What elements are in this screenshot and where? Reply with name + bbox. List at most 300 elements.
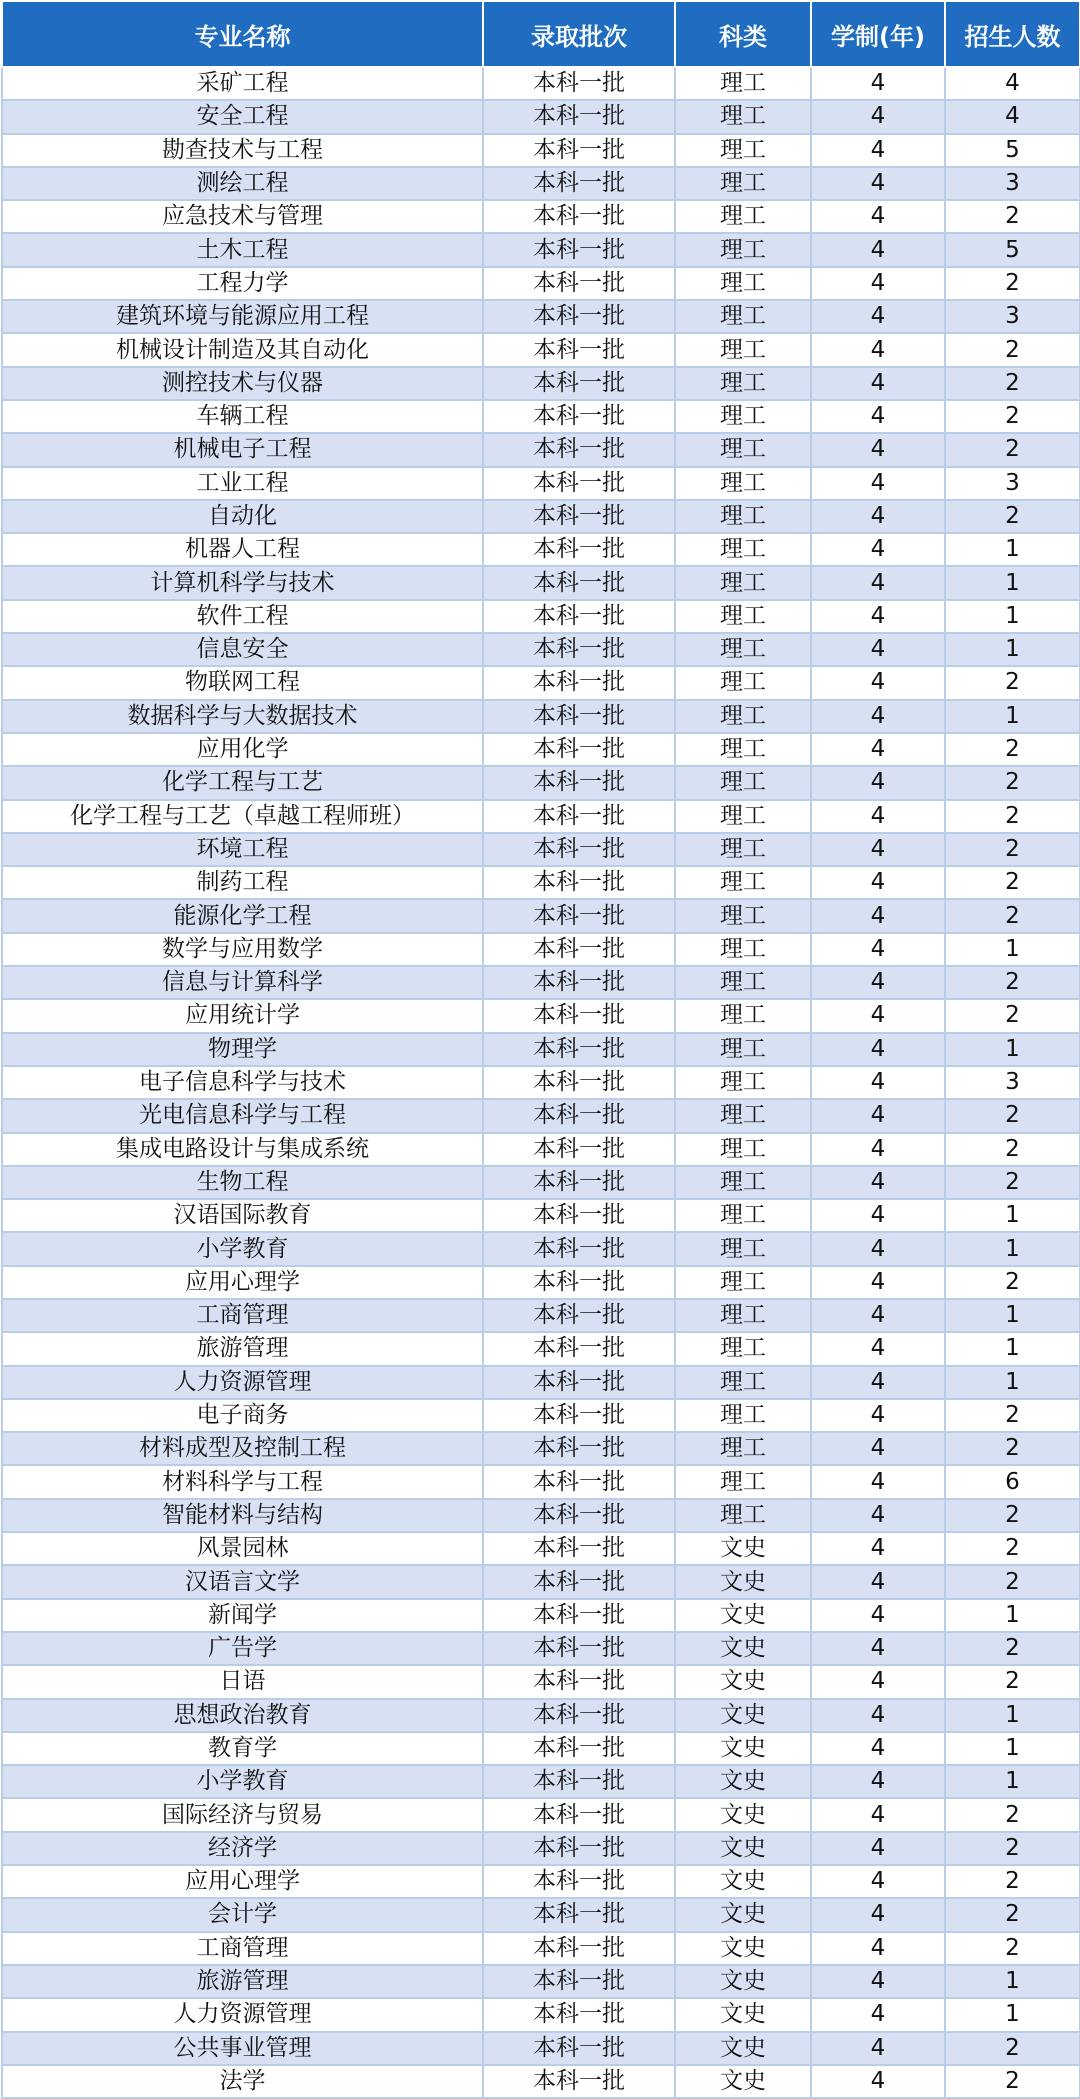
cell-study-years: 4	[811, 1699, 945, 1732]
cell-major-name: 小学教育	[2, 1765, 483, 1798]
cell-major-name: 安全工程	[2, 100, 483, 133]
header-major-name: 专业名称	[2, 1, 483, 67]
cell-category: 理工	[675, 1332, 811, 1365]
table-row	[2, 1199, 1080, 1232]
cell-category: 文史	[675, 1565, 811, 1598]
header-admission-batch: 录取批次	[483, 1, 675, 67]
cell-major-name: 工程力学	[2, 267, 483, 300]
cell-major-name: 电子商务	[2, 1399, 483, 1432]
table-row	[2, 800, 1080, 833]
cell-admission-batch: 本科一批	[483, 1399, 675, 1432]
table-row	[2, 500, 1080, 533]
cell-study-years: 4	[811, 1033, 945, 1066]
cell-admission-batch: 本科一批	[483, 1066, 675, 1099]
cell-study-years: 4	[811, 966, 945, 999]
table-row	[2, 1399, 1080, 1432]
cell-admission-batch: 本科一批	[483, 1898, 675, 1931]
cell-enrollment-count: 1	[945, 1033, 1080, 1066]
table-row	[2, 1232, 1080, 1265]
cell-enrollment-count: 5	[945, 134, 1080, 167]
cell-admission-batch: 本科一批	[483, 433, 675, 466]
header-enrollment-count: 招生人数	[945, 1, 1080, 67]
cell-admission-batch: 本科一批	[483, 1199, 675, 1232]
cell-category: 理工	[675, 999, 811, 1032]
cell-enrollment-count: 2	[945, 766, 1080, 799]
cell-major-name: 材料成型及控制工程	[2, 1432, 483, 1465]
table-row	[2, 300, 1080, 333]
cell-category: 理工	[675, 833, 811, 866]
cell-study-years: 4	[811, 1133, 945, 1166]
table-row	[2, 233, 1080, 266]
cell-enrollment-count: 1	[945, 533, 1080, 566]
cell-enrollment-count: 2	[945, 1932, 1080, 1965]
cell-enrollment-count: 5	[945, 233, 1080, 266]
cell-enrollment-count: 2	[945, 1099, 1080, 1132]
cell-category: 理工	[675, 67, 811, 100]
cell-enrollment-count: 2	[945, 1665, 1080, 1698]
cell-enrollment-count: 1	[945, 700, 1080, 733]
cell-admission-batch: 本科一批	[483, 333, 675, 366]
cell-major-name: 智能材料与结构	[2, 1499, 483, 1532]
cell-enrollment-count: 2	[945, 999, 1080, 1032]
table-row	[2, 1632, 1080, 1665]
cell-admission-batch: 本科一批	[483, 1732, 675, 1765]
cell-study-years: 4	[811, 1266, 945, 1299]
cell-study-years: 4	[811, 1232, 945, 1265]
cell-major-name: 汉语国际教育	[2, 1199, 483, 1232]
cell-admission-batch: 本科一批	[483, 933, 675, 966]
cell-admission-batch: 本科一批	[483, 1099, 675, 1132]
table-row	[2, 966, 1080, 999]
cell-admission-batch: 本科一批	[483, 600, 675, 633]
cell-category: 理工	[675, 267, 811, 300]
cell-admission-batch: 本科一批	[483, 700, 675, 733]
cell-category: 理工	[675, 1499, 811, 1532]
cell-category: 文史	[675, 1832, 811, 1865]
table-row	[2, 766, 1080, 799]
cell-study-years: 4	[811, 333, 945, 366]
cell-study-years: 4	[811, 866, 945, 899]
table-row	[2, 833, 1080, 866]
cell-category: 理工	[675, 1232, 811, 1265]
cell-major-name: 光电信息科学与工程	[2, 1099, 483, 1132]
table-row	[2, 1732, 1080, 1765]
table-row	[2, 1266, 1080, 1299]
cell-major-name: 材料科学与工程	[2, 1465, 483, 1498]
cell-enrollment-count: 2	[945, 433, 1080, 466]
cell-enrollment-count: 1	[945, 566, 1080, 599]
cell-category: 理工	[675, 1399, 811, 1432]
cell-major-name: 采矿工程	[2, 67, 483, 100]
cell-admission-batch: 本科一批	[483, 1565, 675, 1598]
cell-study-years: 4	[811, 1565, 945, 1598]
cell-admission-batch: 本科一批	[483, 1166, 675, 1199]
cell-admission-batch: 本科一批	[483, 500, 675, 533]
table-row	[2, 1332, 1080, 1365]
cell-study-years: 4	[811, 1465, 945, 1498]
table-row	[2, 899, 1080, 932]
table-row	[2, 1699, 1080, 1732]
cell-study-years: 4	[811, 1599, 945, 1632]
cell-enrollment-count: 2	[945, 1798, 1080, 1831]
cell-study-years: 4	[811, 1865, 945, 1898]
cell-major-name: 信息与计算科学	[2, 966, 483, 999]
cell-enrollment-count: 2	[945, 966, 1080, 999]
cell-category: 理工	[675, 1266, 811, 1299]
cell-category: 理工	[675, 1199, 811, 1232]
cell-admission-batch: 本科一批	[483, 1266, 675, 1299]
cell-category: 文史	[675, 1798, 811, 1831]
cell-enrollment-count: 4	[945, 67, 1080, 100]
table-row	[2, 2065, 1080, 2098]
cell-admission-batch: 本科一批	[483, 1033, 675, 1066]
cell-enrollment-count: 2	[945, 367, 1080, 400]
cell-category: 理工	[675, 533, 811, 566]
cell-enrollment-count: 2	[945, 733, 1080, 766]
cell-category: 文史	[675, 1532, 811, 1565]
cell-study-years: 4	[811, 566, 945, 599]
cell-major-name: 应急技术与管理	[2, 200, 483, 233]
cell-study-years: 4	[811, 433, 945, 466]
cell-admission-batch: 本科一批	[483, 300, 675, 333]
cell-major-name: 旅游管理	[2, 1965, 483, 1998]
cell-category: 文史	[675, 1732, 811, 1765]
cell-admission-batch: 本科一批	[483, 1133, 675, 1166]
cell-major-name: 人力资源管理	[2, 1366, 483, 1399]
cell-category: 理工	[675, 1066, 811, 1099]
cell-admission-batch: 本科一批	[483, 467, 675, 500]
cell-category: 理工	[675, 700, 811, 733]
cell-category: 文史	[675, 2065, 811, 2098]
cell-major-name: 应用心理学	[2, 1266, 483, 1299]
cell-enrollment-count: 1	[945, 1299, 1080, 1332]
cell-category: 理工	[675, 800, 811, 833]
cell-major-name: 测绘工程	[2, 167, 483, 200]
cell-major-name: 环境工程	[2, 833, 483, 866]
cell-category: 理工	[675, 1366, 811, 1399]
table-row	[2, 1832, 1080, 1865]
cell-admission-batch: 本科一批	[483, 1932, 675, 1965]
cell-enrollment-count: 2	[945, 2065, 1080, 2098]
cell-study-years: 4	[811, 200, 945, 233]
cell-admission-batch: 本科一批	[483, 233, 675, 266]
cell-major-name: 教育学	[2, 1732, 483, 1765]
table-row	[2, 933, 1080, 966]
cell-study-years: 4	[811, 467, 945, 500]
table-row	[2, 1465, 1080, 1498]
table-row	[2, 134, 1080, 167]
cell-enrollment-count: 3	[945, 467, 1080, 500]
cell-major-name: 数据科学与大数据技术	[2, 700, 483, 733]
cell-major-name: 物联网工程	[2, 666, 483, 699]
cell-enrollment-count: 3	[945, 300, 1080, 333]
cell-major-name: 土木工程	[2, 233, 483, 266]
table-row	[2, 666, 1080, 699]
cell-category: 理工	[675, 333, 811, 366]
cell-study-years: 4	[811, 1798, 945, 1831]
cell-study-years: 4	[811, 766, 945, 799]
table-row	[2, 1099, 1080, 1132]
cell-admission-batch: 本科一批	[483, 1432, 675, 1465]
cell-enrollment-count: 2	[945, 400, 1080, 433]
cell-major-name: 国际经济与贸易	[2, 1798, 483, 1831]
table-row	[2, 600, 1080, 633]
cell-category: 理工	[675, 1033, 811, 1066]
cell-major-name: 应用化学	[2, 733, 483, 766]
cell-category: 理工	[675, 633, 811, 666]
cell-enrollment-count: 2	[945, 1898, 1080, 1931]
cell-enrollment-count: 2	[945, 800, 1080, 833]
cell-enrollment-count: 2	[945, 1133, 1080, 1166]
cell-major-name: 化学工程与工艺	[2, 766, 483, 799]
table-row	[2, 1898, 1080, 1931]
admissions-table	[1, 0, 1080, 2099]
cell-study-years: 4	[811, 1898, 945, 1931]
cell-admission-batch: 本科一批	[483, 1532, 675, 1565]
cell-major-name: 信息安全	[2, 633, 483, 666]
cell-enrollment-count: 1	[945, 633, 1080, 666]
cell-major-name: 会计学	[2, 1898, 483, 1931]
table-row	[2, 633, 1080, 666]
cell-category: 文史	[675, 1599, 811, 1632]
cell-study-years: 4	[811, 1399, 945, 1432]
cell-admission-batch: 本科一批	[483, 533, 675, 566]
cell-enrollment-count: 6	[945, 1465, 1080, 1498]
cell-study-years: 4	[811, 1532, 945, 1565]
table-row	[2, 400, 1080, 433]
cell-enrollment-count: 2	[945, 866, 1080, 899]
table-row	[2, 1499, 1080, 1532]
cell-admission-batch: 本科一批	[483, 899, 675, 932]
cell-admission-batch: 本科一批	[483, 733, 675, 766]
cell-major-name: 勘查技术与工程	[2, 134, 483, 167]
table-header	[2, 1, 1080, 67]
table-row	[2, 267, 1080, 300]
table-row	[2, 200, 1080, 233]
cell-enrollment-count: 2	[945, 1865, 1080, 1898]
cell-major-name: 生物工程	[2, 1166, 483, 1199]
cell-major-name: 小学教育	[2, 1232, 483, 1265]
cell-admission-batch: 本科一批	[483, 2032, 675, 2065]
cell-study-years: 4	[811, 999, 945, 1032]
table-row	[2, 1532, 1080, 1565]
cell-study-years: 4	[811, 2065, 945, 2098]
cell-admission-batch: 本科一批	[483, 100, 675, 133]
table-row	[2, 67, 1080, 100]
cell-admission-batch: 本科一批	[483, 1832, 675, 1865]
cell-admission-batch: 本科一批	[483, 67, 675, 100]
cell-major-name: 测控技术与仪器	[2, 367, 483, 400]
cell-enrollment-count: 2	[945, 1432, 1080, 1465]
cell-study-years: 4	[811, 134, 945, 167]
cell-study-years: 4	[811, 267, 945, 300]
cell-study-years: 4	[811, 1332, 945, 1365]
cell-category: 文史	[675, 1699, 811, 1732]
cell-category: 理工	[675, 666, 811, 699]
cell-major-name: 经济学	[2, 1832, 483, 1865]
header-row	[2, 1, 1080, 67]
cell-category: 理工	[675, 467, 811, 500]
table-row	[2, 1798, 1080, 1831]
cell-category: 文史	[675, 1865, 811, 1898]
cell-category: 理工	[675, 1299, 811, 1332]
cell-admission-batch: 本科一批	[483, 1699, 675, 1732]
cell-study-years: 4	[811, 233, 945, 266]
cell-major-name: 公共事业管理	[2, 2032, 483, 2065]
cell-study-years: 4	[811, 1998, 945, 2031]
cell-enrollment-count: 2	[945, 1832, 1080, 1865]
cell-admission-batch: 本科一批	[483, 866, 675, 899]
cell-admission-batch: 本科一批	[483, 1632, 675, 1665]
cell-category: 文史	[675, 1665, 811, 1698]
cell-admission-batch: 本科一批	[483, 200, 675, 233]
table-row	[2, 1066, 1080, 1099]
table-row	[2, 866, 1080, 899]
cell-admission-batch: 本科一批	[483, 666, 675, 699]
cell-major-name: 工业工程	[2, 467, 483, 500]
cell-major-name: 应用统计学	[2, 999, 483, 1032]
cell-category: 理工	[675, 500, 811, 533]
cell-enrollment-count: 2	[945, 899, 1080, 932]
cell-study-years: 4	[811, 1199, 945, 1232]
cell-admission-batch: 本科一批	[483, 2065, 675, 2098]
cell-enrollment-count: 1	[945, 1199, 1080, 1232]
cell-enrollment-count: 1	[945, 1998, 1080, 2031]
cell-enrollment-count: 2	[945, 333, 1080, 366]
cell-major-name: 计算机科学与技术	[2, 566, 483, 599]
cell-category: 理工	[675, 766, 811, 799]
cell-category: 理工	[675, 167, 811, 200]
table-row	[2, 1565, 1080, 1598]
cell-enrollment-count: 3	[945, 1066, 1080, 1099]
table-row	[2, 1166, 1080, 1199]
cell-category: 理工	[675, 1133, 811, 1166]
table-row	[2, 2032, 1080, 2065]
cell-admission-batch: 本科一批	[483, 367, 675, 400]
cell-category: 文史	[675, 2032, 811, 2065]
cell-category: 文史	[675, 1965, 811, 1998]
cell-admission-batch: 本科一批	[483, 267, 675, 300]
table-row	[2, 100, 1080, 133]
cell-admission-batch: 本科一批	[483, 1465, 675, 1498]
table-row	[2, 167, 1080, 200]
cell-admission-batch: 本科一批	[483, 1865, 675, 1898]
cell-category: 理工	[675, 566, 811, 599]
cell-enrollment-count: 2	[945, 1166, 1080, 1199]
cell-enrollment-count: 2	[945, 833, 1080, 866]
cell-admission-batch: 本科一批	[483, 1965, 675, 1998]
cell-study-years: 4	[811, 800, 945, 833]
cell-study-years: 4	[811, 1366, 945, 1399]
cell-enrollment-count: 3	[945, 167, 1080, 200]
cell-category: 理工	[675, 433, 811, 466]
cell-enrollment-count: 1	[945, 1332, 1080, 1365]
cell-study-years: 4	[811, 1299, 945, 1332]
table-row	[2, 1599, 1080, 1632]
cell-admission-batch: 本科一批	[483, 999, 675, 1032]
cell-admission-batch: 本科一批	[483, 1332, 675, 1365]
cell-enrollment-count: 2	[945, 2032, 1080, 2065]
cell-study-years: 4	[811, 933, 945, 966]
cell-study-years: 4	[811, 300, 945, 333]
cell-major-name: 物理学	[2, 1033, 483, 1066]
cell-study-years: 4	[811, 733, 945, 766]
cell-enrollment-count: 2	[945, 1632, 1080, 1665]
cell-category: 理工	[675, 866, 811, 899]
cell-study-years: 4	[811, 1732, 945, 1765]
table-row	[2, 1033, 1080, 1066]
table-row	[2, 1965, 1080, 1998]
cell-enrollment-count: 1	[945, 933, 1080, 966]
cell-study-years: 4	[811, 167, 945, 200]
cell-study-years: 4	[811, 1499, 945, 1532]
header-category: 科类	[675, 1, 811, 67]
cell-study-years: 4	[811, 400, 945, 433]
cell-category: 理工	[675, 733, 811, 766]
cell-enrollment-count: 2	[945, 200, 1080, 233]
table-row	[2, 433, 1080, 466]
cell-category: 文史	[675, 1632, 811, 1665]
cell-enrollment-count: 1	[945, 1732, 1080, 1765]
cell-major-name: 汉语言文学	[2, 1565, 483, 1598]
cell-category: 理工	[675, 1166, 811, 1199]
cell-study-years: 4	[811, 1665, 945, 1698]
cell-major-name: 制药工程	[2, 866, 483, 899]
table-row	[2, 566, 1080, 599]
cell-category: 理工	[675, 966, 811, 999]
cell-admission-batch: 本科一批	[483, 1232, 675, 1265]
table-row	[2, 700, 1080, 733]
cell-category: 理工	[675, 933, 811, 966]
table-row	[2, 733, 1080, 766]
cell-admission-batch: 本科一批	[483, 1599, 675, 1632]
cell-study-years: 4	[811, 533, 945, 566]
cell-admission-batch: 本科一批	[483, 167, 675, 200]
cell-admission-batch: 本科一批	[483, 134, 675, 167]
cell-admission-batch: 本科一批	[483, 1665, 675, 1698]
table-row	[2, 1932, 1080, 1965]
cell-enrollment-count: 1	[945, 1965, 1080, 1998]
cell-study-years: 4	[811, 100, 945, 133]
cell-admission-batch: 本科一批	[483, 1366, 675, 1399]
table-row	[2, 1432, 1080, 1465]
cell-study-years: 4	[811, 1066, 945, 1099]
cell-major-name: 自动化	[2, 500, 483, 533]
cell-enrollment-count: 4	[945, 100, 1080, 133]
cell-major-name: 应用心理学	[2, 1865, 483, 1898]
cell-admission-batch: 本科一批	[483, 633, 675, 666]
cell-study-years: 4	[811, 1432, 945, 1465]
table-row	[2, 1998, 1080, 2031]
cell-category: 文史	[675, 1932, 811, 1965]
cell-category: 文史	[675, 1898, 811, 1931]
cell-enrollment-count: 1	[945, 1765, 1080, 1798]
cell-major-name: 工商管理	[2, 1932, 483, 1965]
cell-major-name: 能源化学工程	[2, 899, 483, 932]
cell-major-name: 工商管理	[2, 1299, 483, 1332]
cell-study-years: 4	[811, 367, 945, 400]
cell-study-years: 4	[811, 2032, 945, 2065]
cell-category: 理工	[675, 100, 811, 133]
table-row	[2, 333, 1080, 366]
cell-major-name: 电子信息科学与技术	[2, 1066, 483, 1099]
cell-major-name: 软件工程	[2, 600, 483, 633]
cell-enrollment-count: 1	[945, 1232, 1080, 1265]
cell-major-name: 化学工程与工艺（卓越工程师班）	[2, 800, 483, 833]
table-row	[2, 1865, 1080, 1898]
cell-major-name: 建筑环境与能源应用工程	[2, 300, 483, 333]
cell-enrollment-count: 2	[945, 1266, 1080, 1299]
